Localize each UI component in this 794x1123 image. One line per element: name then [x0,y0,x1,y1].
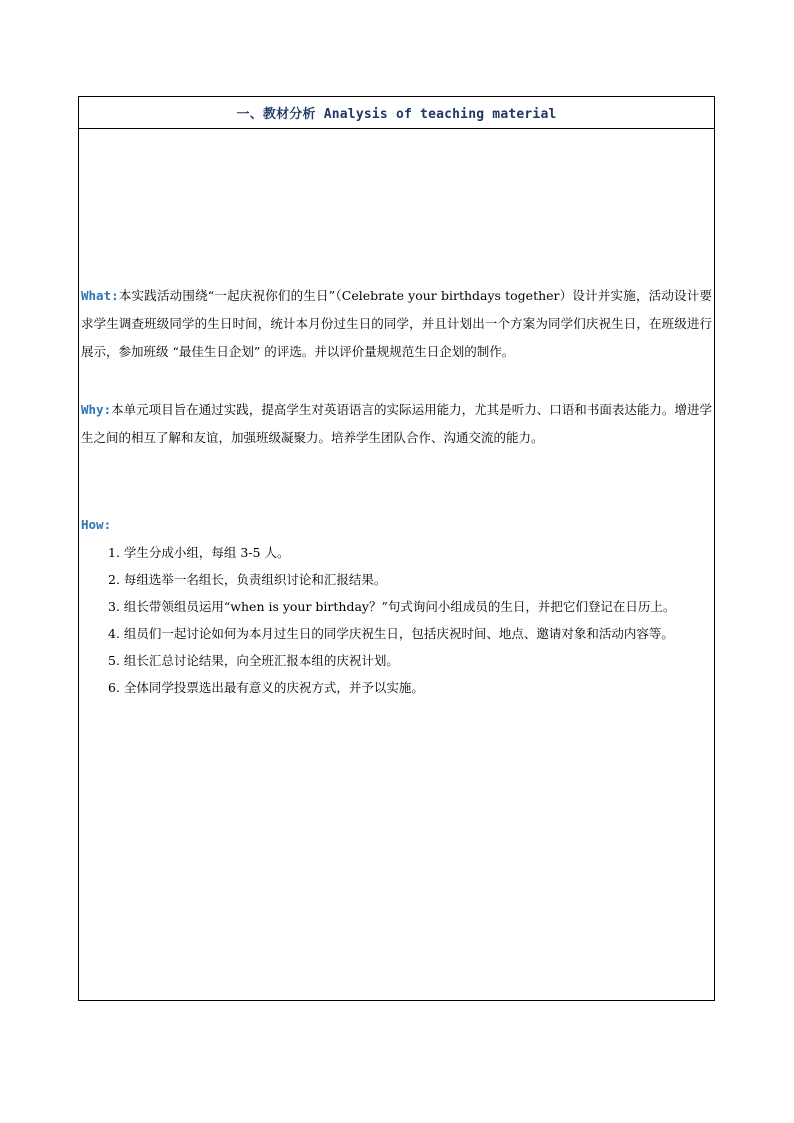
section-title: 一、教材分析 Analysis of teaching material [236,107,557,122]
analysis-table [78,96,715,1001]
how-label: How: [81,517,112,532]
list-item: 4. 组员们一起讨论如何为本月过生日的同学庆祝生日，包括庆祝时间、地点、邀请对象和活动内容等。 [108,626,674,641]
how-steps-list [81,539,712,701]
why-label: Why: [81,402,112,417]
table-content-cell [79,129,714,1000]
list-item: 3. 组长带领组员运用“when is your birthday？”句式询问小组成员的生日，并把它们登记在日历上。 [108,599,676,614]
table-header-row [79,97,714,129]
what-paragraph [81,282,712,366]
why-paragraph [81,396,712,452]
list-item: 2. 每组选举一名组长，负责组织讨论和汇报结果。 [108,572,387,587]
what-label: What: [81,288,119,303]
list-item: 5. 组长汇总讨论结果，向全班汇报本组的庆祝计划。 [108,653,399,668]
list-item: 1. 学生分成小组，每组 3-5 人。 [108,545,290,560]
why-text: 本单元项目旨在通过实践，提高学生对英语语言的实际运用能力，尤其是听力、口语和书面表达能力。增进学生之间的相互了解和友谊，加强班级凝聚力。培养学生团队合作、沟通交流的能力。 [81,402,712,445]
what-text: 本实践活动围绕“一起庆祝你们的生日”（Celebrate your birthdays together）设计并实施，活动设计要求学生调查班级同学的生日时间，统计本月份过生日的同学，并且计划出一个方案为同学们庆祝生日，在班级进行展示，参加班级 “最佳生日企划” 的评选。并以评价量规规范生日企划的制作。 [81,288,712,359]
list-item: 6. 全体同学投票选出最有意义的庆祝方式，并予以实施。 [108,680,424,695]
